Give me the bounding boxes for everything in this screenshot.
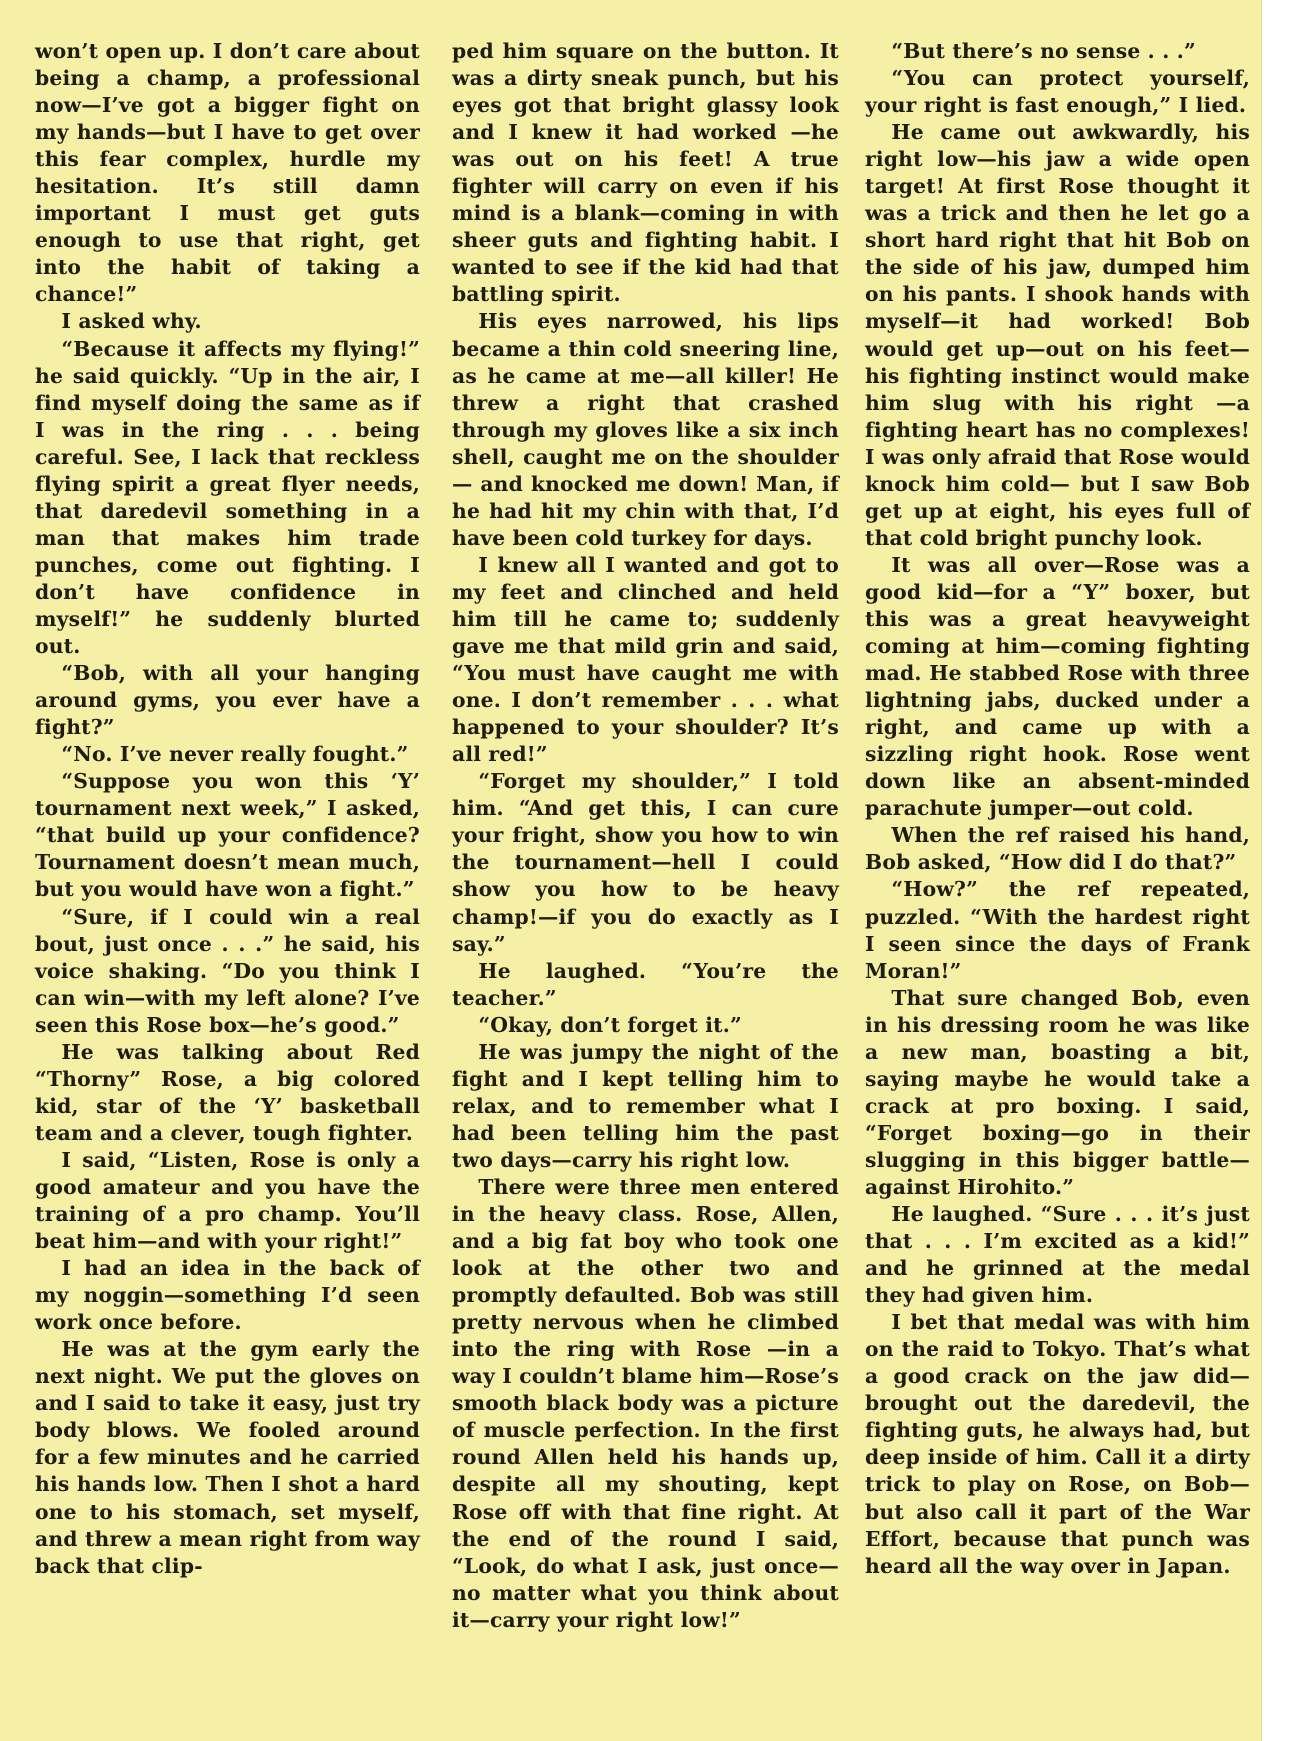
text-column-1 — [35, 38, 420, 1580]
paragraph: I bet that medal was with him on the raid to Tokyo. That’s what a good crack on the jaw did—brought out the daredevil, the fighting guts, he always had, but deep inside of him. Call it a dirty trick to play on Rose, on Bob—but also call it part of the War Effort, because that punch was heard all the way over in Japan. — [865, 1310, 1250, 1578]
text-column-2 — [452, 38, 839, 1634]
paragraph: He was talking about Red “Thorny” Rose, a big colored kid, star of the ‘Y’ basketball team and a clever, tough fighter. — [35, 1039, 420, 1145]
paragraph: “Forget my shoulder,” I told him. “And get this, I can cure your fright, show you how to win the tournament—hell I could show you how to be heavy champ!—if you do exactly as I say.” — [452, 769, 839, 956]
paragraph: “Bob, with all your hanging around gyms, you ever have a fight?” — [35, 661, 420, 740]
text-column-3 — [865, 38, 1250, 1580]
paragraph: I asked why. — [61, 309, 202, 334]
paragraph: “No. I’ve never really fought.” — [61, 742, 409, 767]
paragraph: He was at the gym early the next night. We put the gloves on and I said to take it easy, just try body blows. We fooled around for a few minutes and he carried his hands low. Then I shot a hard one to his stomach, set myself, and threw a mean right from way back that clip- — [35, 1337, 420, 1578]
paragraph: That sure changed Bob, even in his dressing room he was like a new man, boasting a bit, saying maybe he would take a crack at pro boxing. I said, “Forget boxing—go in their slugging in this bigger battle— against Hirohito.” — [865, 985, 1250, 1199]
paragraph: He laughed. “Sure . . . it’s just that . . . I’m excited as a kid!” and he grinned at the medal they had given him. — [865, 1202, 1250, 1308]
paragraph: He came out awkwardly, his right low—his jaw a wide open target! At first Rose thought it was a trick and then he let go a short hard right that hit Bob on the side of his jaw, dumped him on his pants. I shook hands with myself—it had worked! Bob would get up—out on his feet—his fighting instinct would make him slug with his right —a fighting heart has no complexes! I was only afraid that Rose would knock him cold— but I saw Bob get up at eight, his eyes full of that cold bright punchy look. — [865, 120, 1250, 550]
paragraph: I said, “Listen, Rose is only a good amateur and you have the training of a pro champ. You’ll beat him—and with your right!” — [35, 1147, 420, 1254]
paragraph: “But there’s no sense . . .” — [891, 39, 1196, 63]
paragraph: I had an idea in the back of my noggin—something I’d seen work once before. — [35, 1256, 420, 1335]
paragraph: won’t open up. I don’t care about being a champ, a professional now—I’ve got a bigger fight on my hands—but I have to get over this fear complex, hurdle my hesitation. It’s still damn important I must get guts enough to use that right, get into the habit of taking a chance!” — [35, 39, 420, 307]
paragraph: When the ref raised his hand, Bob asked, “How did I do that?” — [865, 823, 1250, 875]
paragraph: There were three men entered in the heavy class. Rose, Allen, and a big fat boy who took one look at the other two and promptly defaulted. Bob was still pretty nervous when he climbed into the ring with Rose —in a way I couldn’t blame him—Rose’s smooth black body was a picture of muscle perfection. In the first round Allen held his hands up, despite all my shouting, kept Rose off with that fine right. At the end of the round I said, “Look, do what I ask, just once—no matter what you think about it—carry your right low!” — [452, 1174, 839, 1632]
paragraph: He laughed. “You’re the teacher.” — [452, 958, 839, 1010]
paragraph: “Okay, don’t forget it.” — [478, 1012, 742, 1037]
paragraph: It was all over—Rose was a good kid—for a “Y” boxer, but this was a great heavyweight coming at him—coming fighting mad. He stabbed Rose with three lightning jabs, ducked under a right, and came up with a sizzling right hook. Rose went down like an absent-minded parachute jumper—out cold. — [865, 552, 1250, 821]
paragraph: “Suppose you won this ‘Y’ tournament next week,” I asked, “that build up your confidence? Tournament doesn’t mean much, but you would have won a fight.” — [35, 769, 420, 902]
paragraph: ped him square on the button. It was a dirty sneak punch, but his eyes got that bright glassy look and I knew it had worked —he was out on his feet! A true fighter will carry on even if his mind is a blank—coming in with sheer guts and fighting habit. I wanted to see if the kid had that battling spirit. — [452, 39, 839, 307]
paragraph: His eyes narrowed, his lips became a thin cold sneering line, as he came at me—all killer! He threw a right that crashed through my gloves like a six inch shell, caught me on the shoulder — and knocked me down! Man, if he had hit my chin with that, I’d have been cold turkey for days. — [452, 309, 839, 550]
paragraph: “Because it affects my flying!” he said quickly. “Up in the air, I find myself doing the same as if I was in the ring . . . being careful. See, I lack that reckless flying spirit a great flyer needs, that daredevil something in a man that makes him trade punches, come out fighting. I don’t have confidence in myself!” he suddenly blurted out. — [35, 336, 420, 659]
paragraph: I knew all I wanted and got to my feet and clinched and held him till he came to; suddenly gave me that mild grin and said, “You must have caught me with one. I don’t remember . . . what happened to your shoulder? It’s all red!” — [452, 552, 839, 767]
paragraph: “Sure, if I could win a real bout, just once . . .” he said, his voice shaking. “Do you think I can win—with my left alone? I’ve seen this Rose box—he’s good.” — [35, 904, 420, 1037]
paragraph: “How?” the ref repeated, puzzled. “With the hardest right I seen since the days of Frank Moran!” — [865, 877, 1250, 983]
paragraph: He was jumpy the night of the fight and I kept telling him to relax, and to remember what I had been telling him the past two days—carry his right low. — [452, 1039, 839, 1172]
paragraph: “You can protect yourself, your right is fast enough,” I lied. — [865, 66, 1250, 118]
